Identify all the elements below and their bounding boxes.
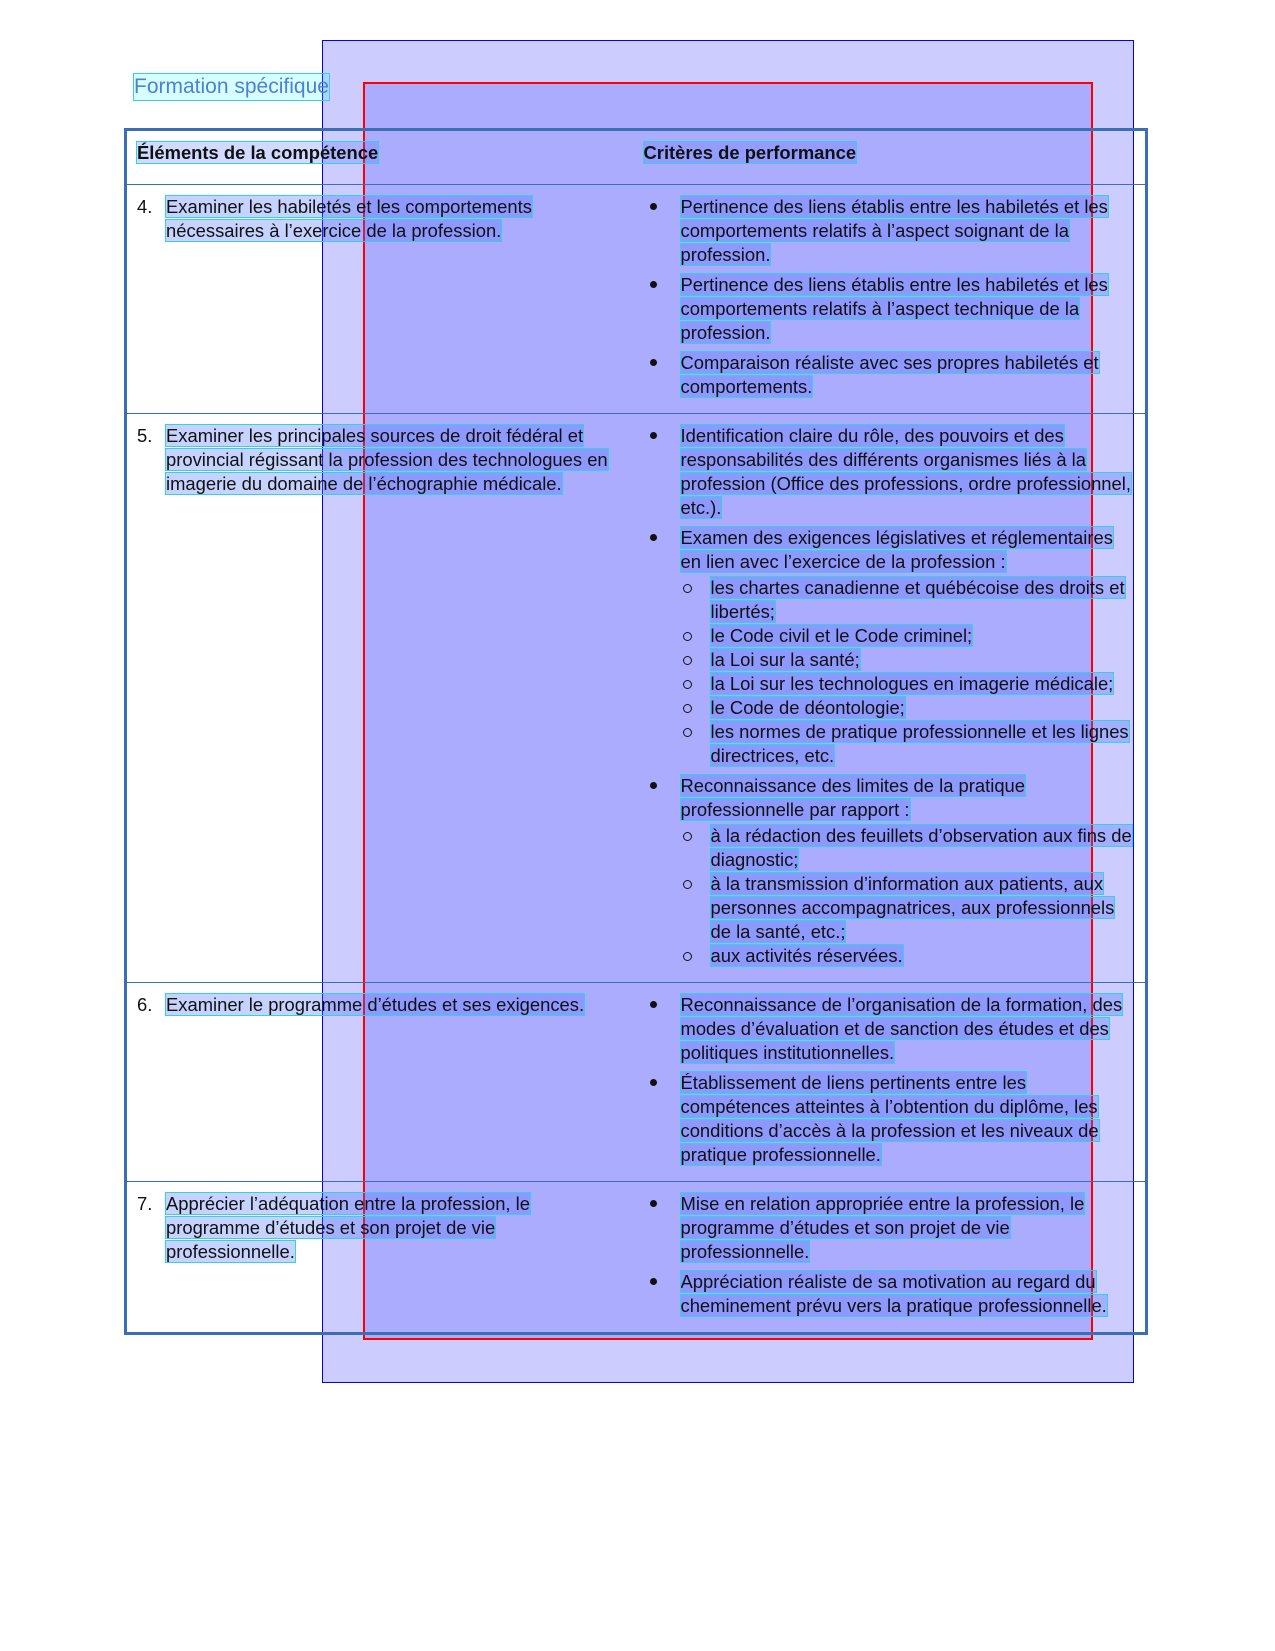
bullet-icon — [646, 1192, 681, 1264]
table-row — [126, 414, 1147, 983]
table-row — [126, 185, 1147, 414]
bullet-icon — [646, 1071, 681, 1167]
criterion-text-span: Appréciation réaliste de sa motivation au regard du cheminement prévu vers la pratique professionnelle. — [680, 1271, 1107, 1316]
sub-item-text — [711, 624, 1134, 648]
table-header-row — [126, 130, 1147, 185]
element-text-span: Examiner les principales sources de droit fédéral et provincial régissant la profession des technologues en imagerie du domaine de l’échographie médicale. — [166, 425, 608, 494]
circle-bullet-icon — [681, 624, 711, 648]
criterion-text — [681, 351, 1134, 399]
criterion-item — [646, 424, 1134, 520]
element-item — [137, 993, 632, 1017]
criterion-text-span: Identification claire du rôle, des pouvoirs et des responsabilités des différents organismes liés à la profession (Office des professions, ordre professionnel, etc.). — [680, 425, 1131, 518]
element-text-span: Apprécier l’adéquation entre la profession, le programme d’études et son projet de vie professionnelle. — [166, 1193, 530, 1262]
sub-item-text-span: la Loi sur la santé; — [710, 649, 860, 670]
criteria-cell — [632, 1182, 1147, 1334]
sub-item-text-span: le Code civil et le Code criminel; — [710, 625, 973, 646]
sub-list-item — [681, 624, 1134, 648]
element-cell — [126, 983, 632, 1182]
sub-list — [681, 576, 1134, 768]
sub-list — [681, 824, 1134, 968]
criterion-text — [681, 195, 1134, 267]
sub-item-text — [711, 872, 1134, 944]
sub-list-item — [681, 672, 1134, 696]
criterion-text — [681, 424, 1134, 520]
criterion-item — [646, 273, 1134, 345]
criterion-text-span: Comparaison réaliste avec ses propres habiletés et comportements. — [680, 352, 1099, 397]
element-number: 4. — [137, 196, 153, 217]
bullet-icon — [646, 1270, 681, 1318]
sub-item-text-span: aux activités réservées. — [710, 945, 903, 966]
criterion-item — [646, 526, 1134, 768]
element-text-span: Examiner le programme d’études et ses exigences. — [166, 994, 585, 1015]
criterion-item — [646, 993, 1134, 1065]
sub-item-text-span: la Loi sur les technologues en imagerie médicale; — [710, 673, 1114, 694]
sub-item-text-span: à la rédaction des feuillets d’observation aux fins de diagnostic; — [710, 825, 1132, 870]
criterion-text — [681, 273, 1134, 345]
criteria-cell — [632, 414, 1147, 983]
sub-item-text — [711, 672, 1134, 696]
bullet-icon — [646, 993, 681, 1065]
circle-bullet-icon — [681, 576, 711, 624]
circle-bullet-icon — [681, 672, 711, 696]
criterion-item — [646, 1270, 1134, 1318]
circle-bullet-icon — [681, 872, 711, 944]
sub-list-item — [681, 824, 1134, 872]
criterion-item — [646, 1071, 1134, 1167]
criterion-text — [681, 526, 1134, 768]
sub-list-item — [681, 872, 1134, 944]
criterion-item — [646, 195, 1134, 267]
element-item — [137, 195, 632, 243]
criterion-text-span: Établissement de liens pertinents entre les compétences atteintes à l’obtention du diplôme, les conditions d’accès à la profession et les niveaux de pratique professionnelle. — [680, 1072, 1099, 1165]
sub-list-item — [681, 576, 1134, 624]
sub-list-item — [681, 944, 1134, 968]
criterion-text — [681, 1270, 1134, 1318]
criterion-text-span: Pertinence des liens établis entre les habiletés et les comportements relatifs à l’aspect technique de la profession. — [680, 274, 1108, 343]
table-row — [126, 983, 1147, 1182]
table-row — [126, 1182, 1147, 1334]
sub-item-text-span: le Code de déontologie; — [710, 697, 905, 718]
sub-item-text — [711, 720, 1134, 768]
element-cell — [126, 414, 632, 983]
element-item — [137, 424, 632, 496]
sub-item-text-span: à la transmission d’information aux patients, aux personnes accompagnatrices, aux professionnels de la santé, etc.; — [710, 873, 1115, 942]
circle-bullet-icon — [681, 648, 711, 672]
circle-bullet-icon — [681, 944, 711, 968]
sub-item-text — [711, 696, 1134, 720]
criteria-cell — [632, 983, 1147, 1182]
criterion-text — [681, 993, 1134, 1065]
element-text — [166, 195, 632, 243]
criterion-text — [681, 1071, 1134, 1167]
bullet-icon — [646, 774, 681, 968]
criterion-item — [646, 1192, 1134, 1264]
bullet-icon — [646, 526, 681, 768]
element-text-span: Examiner les habiletés et les comportements nécessaires à l’exercice de la profession. — [166, 196, 532, 241]
element-number: 6. — [137, 994, 153, 1015]
bullet-icon — [646, 195, 681, 267]
element-cell — [126, 1182, 632, 1334]
criterion-text-span: Reconnaissance de l’organisation de la formation, des modes d’évaluation et de sanction des études et des politiques institutionnelles. — [680, 994, 1123, 1063]
bullet-icon — [646, 351, 681, 399]
criterion-text-span: Mise en relation appropriée entre la profession, le programme d’études et son projet de vie professionnelle. — [680, 1193, 1085, 1262]
sub-list-item — [681, 648, 1134, 672]
element-number: 5. — [137, 425, 153, 446]
criteria-header: Critères de performance — [632, 130, 1147, 185]
element-item — [137, 1192, 632, 1264]
sub-item-text — [711, 824, 1134, 872]
criteria-cell — [632, 185, 1147, 414]
sub-list-item — [681, 696, 1134, 720]
sub-item-text-span: les normes de pratique professionnelle et les lignes directrices, etc. — [710, 721, 1129, 766]
sub-item-text — [711, 944, 1134, 968]
circle-bullet-icon — [681, 720, 711, 768]
criterion-item — [646, 774, 1134, 968]
bullet-icon — [646, 424, 681, 520]
criterion-text-span: Reconnaissance des limites de la pratique professionnelle par rapport : — [680, 775, 1026, 820]
element-text — [166, 1192, 632, 1264]
competence-table — [124, 128, 1148, 1335]
element-text — [166, 424, 632, 496]
sub-item-text — [711, 648, 1134, 672]
criterion-text — [681, 1192, 1134, 1264]
circle-bullet-icon — [681, 824, 711, 872]
sub-list-item — [681, 720, 1134, 768]
elements-header: Éléments de la compétence — [126, 130, 632, 185]
circle-bullet-icon — [681, 696, 711, 720]
element-text — [166, 993, 632, 1017]
criterion-text — [681, 774, 1134, 968]
bullet-icon — [646, 273, 681, 345]
criterion-text-span: Examen des exigences législatives et réglementaires en lien avec l’exercice de la profession : — [680, 527, 1113, 572]
section-title: Formation spécifique — [134, 75, 329, 98]
sub-item-text-span: les chartes canadienne et québécoise des droits et libertés; — [710, 577, 1125, 622]
sub-item-text — [711, 576, 1134, 624]
criterion-text-span: Pertinence des liens établis entre les habiletés et les comportements relatifs à l’aspect soignant de la profession. — [680, 196, 1108, 265]
criterion-item — [646, 351, 1134, 399]
element-cell — [126, 185, 632, 414]
element-number: 7. — [137, 1193, 153, 1214]
